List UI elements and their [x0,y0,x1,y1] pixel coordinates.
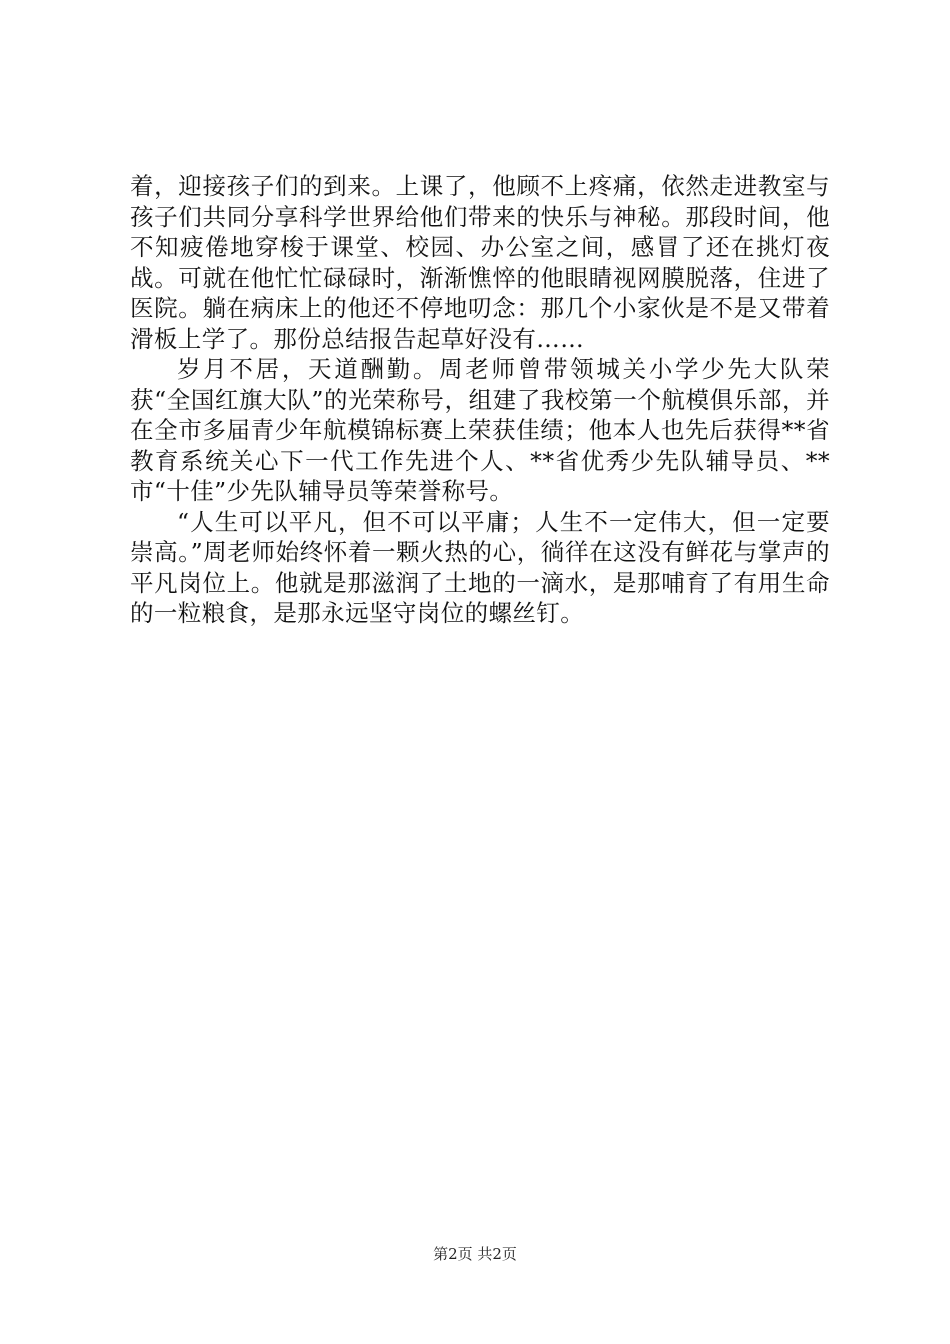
document-body [130,171,830,629]
paragraph-1: 着，迎接孩子们的到来。上课了，他顾不上疼痛，依然走进教室与孩子们共同分享科学世界给他们带来的快乐与神秘。那段时间，他不知疲倦地穿梭于课堂、校园、办公室之间，感冒了还在挑灯夜战。可就在他忙忙碌碌时，渐渐憔悴的他眼睛视网膜脱落，住进了医院。躺在病床上的他还不停地叨念：那几个小家伙是不是又带着滑板上学了。那份总结报告起草好没有…… [130,172,830,353]
paragraph-3: “人生可以平凡，但不可以平庸；人生不一定伟大，但一定要崇高。”周老师始终怀着一颗火热的心，徜徉在这没有鲜花与掌声的平凡岗位上。他就是那滋润了土地的一滴水，是那哺育了有用生命的一粒粮食，是那永远坚守岗位的螺丝钉。 [130,507,830,627]
page-number-footer: 第2页 共2页 [433,1245,517,1263]
paragraph-2: 岁月不居，天道酬勤。周老师曾带领城关小学少先大队荣获“全国红旗大队”的光荣称号，组建了我校第一个航模俱乐部，并在全市多届青少年航模锦标赛上荣获佳绩；他本人也先后获得**省教育系统关心下一代工作先进个人、**省优秀少先队辅导员、**市“十佳”少先队辅导员等荣誉称号。 [130,355,830,505]
